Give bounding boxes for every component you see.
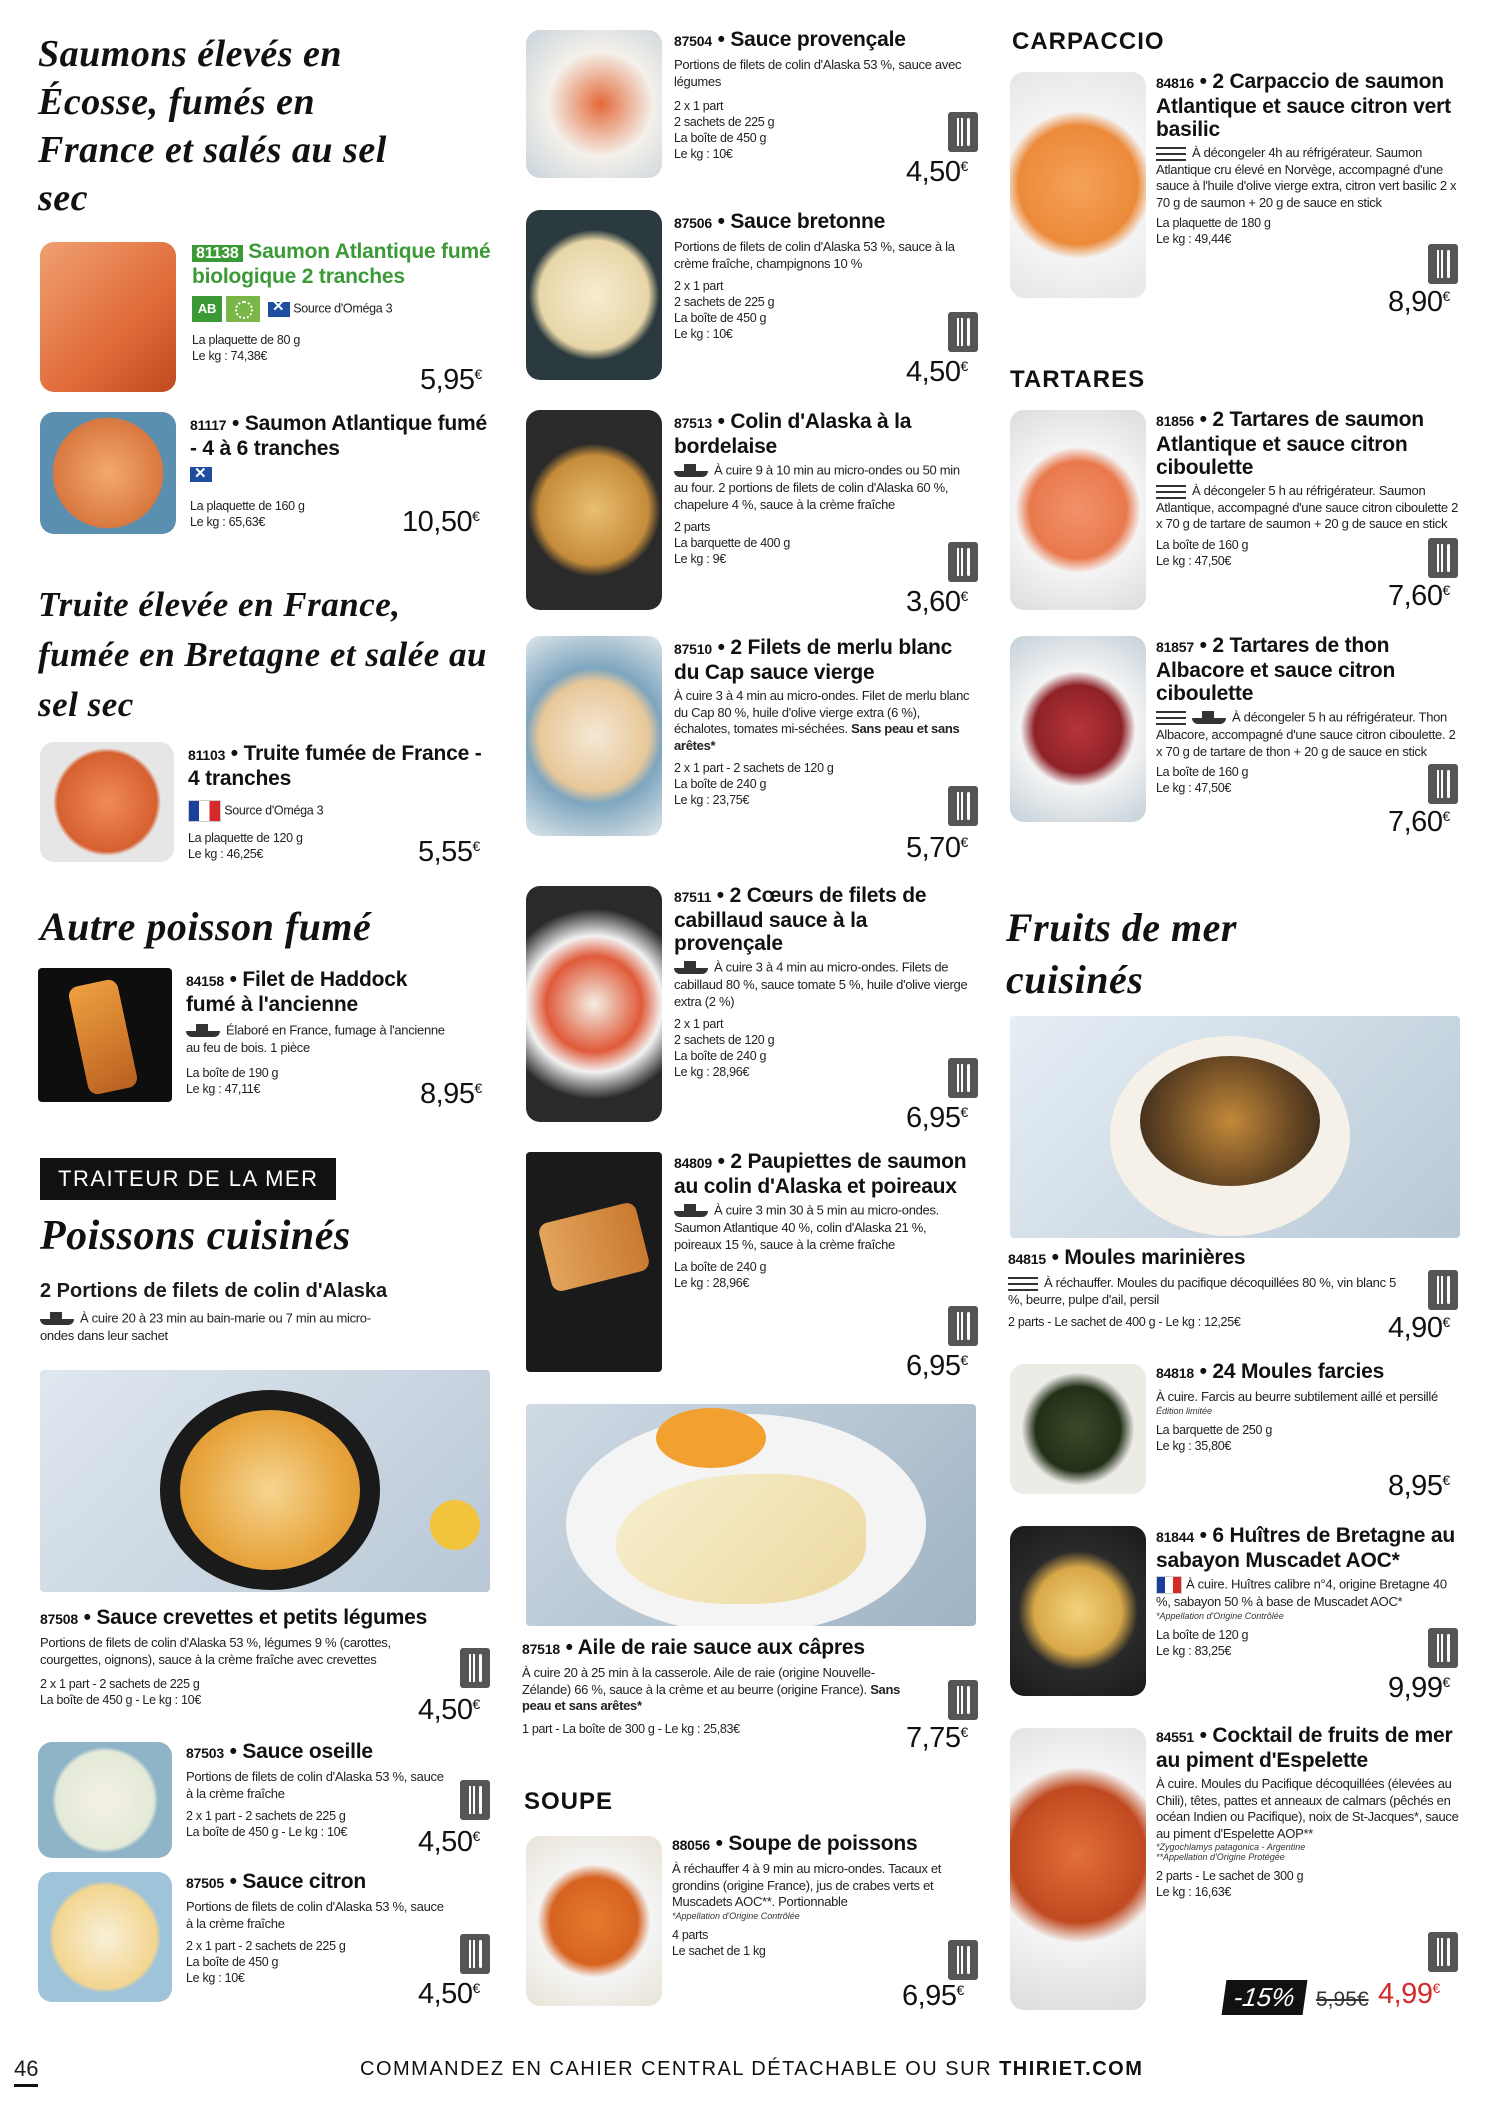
hero-image-moules xyxy=(1010,1016,1460,1238)
product-87503[interactable]: 87503 • Sauce oseille Portions de filets de colin d'Alaska 53 %, sauce à la crème fraîche 2 x 1 part - 2 sachets de 225 g La boîte de 450 g - Le kg : 10€ xyxy=(186,1740,444,1839)
heading-truite: Truite élevée en France, fumée en Bretagne et salée au sel sec xyxy=(38,585,488,724)
fish-boat-icon xyxy=(674,959,708,977)
cutlery-icon xyxy=(1428,538,1458,578)
scotland-flag-icon xyxy=(190,467,212,482)
cutlery-icon xyxy=(1428,1932,1458,1972)
product-84816[interactable]: 84816 • 2 Carpaccio de saumon Atlantique et sauce citron vert basilic À décongeler 4h au réfrigérateur. Saumon Atlantique cru élevé en Norvège, accompagné d'une sauce à l'huile d'olive vierge extra, citron vert basilic 2 x 70 g de saumon + 20 g de sauce en stick La plaquette de 180 g Le kg : 49,44€ xyxy=(1156,70,1457,246)
price-87511: 6,95€ xyxy=(906,1102,968,1134)
product-84818[interactable]: 84818 • 24 Moules farcies À cuire. Farcis au beurre subtilement aillé et persillé Édition limitée La barquette de 250 g Le kg : 35,80€ xyxy=(1156,1360,1438,1453)
price-81138: 5,95€ xyxy=(420,364,482,396)
price-87508: 4,50€ xyxy=(418,1694,480,1726)
cutlery-icon xyxy=(1428,1628,1458,1668)
cutlery-icon xyxy=(948,1940,978,1980)
footer-site-link[interactable]: THIRIET.COM xyxy=(999,2058,1144,2080)
ab-bio-icon: AB xyxy=(192,296,222,322)
hero-image-colin xyxy=(40,1370,490,1592)
product-87506[interactable]: 87506 • Sauce bretonne Portions de filets de colin d'Alaska 53 %, sauce à la crème fraîche, champignons 10 % 2 x 1 part 2 sachets de 225 g La boîte de 450 g Le kg : 10€ xyxy=(674,210,955,341)
price-87505: 4,50€ xyxy=(418,1978,480,2010)
product-image-84809 xyxy=(526,1152,662,1372)
price-81856: 7,60€ xyxy=(1388,580,1450,612)
product-81138[interactable]: 81138 Saumon Atlantique fumé biologique 2 tranches AB✕ Source d'Oméga 3 La plaquette de 80 g Le kg : 74,38€ xyxy=(192,240,492,364)
product-87504[interactable]: 87504 • Sauce provençale Portions de filets de colin d'Alaska 53 %, sauce avec légumes 2 x 1 part 2 sachets de 225 g La boîte de 450 g Le kg : 10€ xyxy=(674,28,962,161)
product-image-81103 xyxy=(40,742,174,862)
product-81856[interactable]: 81856 • 2 Tartares de saumon Atlantique et sauce citron ciboulette À décongeler 5 h au réfrigérateur. Saumon Atlantique, accompagné d'une sauce citron ciboulette 2 x 70 g de tartare de saumon + 20 g de sauce en stick La boîte de 160 g Le kg : 47,50€ xyxy=(1156,408,1459,568)
section-carpaccio: CARPACCIO xyxy=(1012,28,1165,55)
cutlery-icon xyxy=(1428,764,1458,804)
cutlery-icon xyxy=(460,1780,490,1820)
product-image-84816 xyxy=(1010,72,1146,298)
product-84815[interactable]: 84815 • Moules marinières À réchauffer. Moules du pacifique décoquillées 80 %, vin blanc 5 %, beurre, pulpe d'ail, persil 2 parts - Le sachet de 400 g - Le kg : 12,25€ xyxy=(1008,1246,1397,1329)
product-image-81856 xyxy=(1010,410,1146,610)
product-84809[interactable]: 84809 • 2 Paupiettes de saumon au colin d'Alaska et poireaux À cuire 3 min 30 à 5 min au micro-ondes. Saumon Atlantique 40 %, colin d'Alaska 21 %, poireaux 15 %, sauce à la crème fraîche La boîte de 240 g Le kg : 28,96€ xyxy=(674,1150,967,1290)
price-81857: 7,60€ xyxy=(1388,806,1450,838)
cutlery-icon xyxy=(948,312,978,352)
product-image-81857 xyxy=(1010,636,1146,822)
product-image-81117 xyxy=(40,412,176,534)
cutlery-icon xyxy=(948,1306,978,1346)
price-88056: 6,95€ xyxy=(902,1980,964,2012)
price-84809: 6,95€ xyxy=(906,1350,968,1382)
section-traiteur: TRAITEUR DE LA MER xyxy=(40,1158,336,1200)
product-image-87503 xyxy=(38,1742,172,1858)
product-81857[interactable]: 81857 • 2 Tartares de thon Albacore et sauce citron ciboulette À décongeler 5 h au réfrigérateur. Thon Albacore, accompagné d'une sauce citron ciboulette. 2 x 70 g de tartare de thon + 20 g de sauce en stick La boîte de 160 g Le kg : 47,50€ xyxy=(1156,634,1456,795)
page-number: 46 xyxy=(14,2056,38,2087)
heading-fruits-de-mer: Fruits de mer cuisinés xyxy=(1006,905,1237,1002)
product-image-88056 xyxy=(526,1836,662,2006)
section-tartares: TARTARES xyxy=(1010,366,1146,393)
product-image-81844 xyxy=(1010,1526,1146,1696)
product-image-84818 xyxy=(1010,1364,1146,1494)
price-87504: 4,50€ xyxy=(906,156,968,188)
product-image-87513 xyxy=(526,410,662,610)
fish-boat-icon xyxy=(1192,709,1226,727)
product-81103[interactable]: 81103 • Truite fumée de France - 4 tranches Source d'Oméga 3 La plaquette de 120 g Le kg : 46,25€ xyxy=(188,742,482,861)
price-87510: 5,70€ xyxy=(906,832,968,864)
fish-boat-icon xyxy=(186,1022,220,1040)
product-image-81138 xyxy=(40,242,176,392)
product-84551[interactable]: 84551 • Cocktail de fruits de mer au piment d'Espelette À cuire. Moules du Pacifique décoquillées (élevées au Chili), têtes, pattes et anneaux de calmars (pêchés en océan Indien ou Pacifique), noix de St-Jacques*, sauce au piment d'Espelette AOP** *Zygochlamys patagonica - Argentine **Appellation d'Origine Protégée 2 parts - Le sachet de 300 g Le kg : 16,63€ xyxy=(1156,1724,1459,1899)
discount-badge: -15% xyxy=(1222,1980,1308,2015)
cutlery-icon xyxy=(948,1058,978,1098)
price-84158: 8,95€ xyxy=(420,1078,482,1110)
product-87505[interactable]: 87505 • Sauce citron Portions de filets de colin d'Alaska 53 %, sauce à la crème fraîche 2 x 1 part - 2 sachets de 225 g La boîte de 450 g Le kg : 10€ xyxy=(186,1870,444,1985)
eu-organic-icon xyxy=(226,296,260,322)
product-image-84551 xyxy=(1010,1728,1146,2010)
hero-image-raie xyxy=(526,1404,976,1626)
price-81117: 10,50€ xyxy=(402,506,480,538)
product-87518[interactable]: 87518 • Aile de raie sauce aux câpres À cuire 20 à 25 min à la casserole. Aile de raie (origine Nouvelle-Zélande) 66 %, sauce à la crème et au beurre (origine France). Sans peau et sans arêtes* 1 part - La boîte de 300 g - Le kg : 25,83€ xyxy=(522,1636,901,1736)
product-84158[interactable]: 84158 • Filet de Haddock fumé à l'ancienne Élaboré en France, fumage à l'ancienne au feu de bois. 1 pièce La boîte de 190 g Le kg : 47,11€ xyxy=(186,968,445,1096)
heading-autre-poisson: Autre poisson fumé xyxy=(40,904,372,949)
product-87511[interactable]: 87511 • 2 Cœurs de filets de cabillaud sauce à la provençale À cuire 3 à 4 min au micro-ondes. Filets de cabillaud 80 %, sauce tomate 5 %, huile d'olive vierge extra (2 %) 2 x 1 part 2 sachets de 120 g La boîte de 240 g Le kg : 28,96€ xyxy=(674,884,968,1079)
scotland-flag-icon xyxy=(268,302,290,317)
subheading-colin: 2 Portions de filets de colin d'Alaska xyxy=(40,1280,388,1302)
price-84815: 4,90€ xyxy=(1388,1312,1450,1344)
cutlery-icon xyxy=(948,542,978,582)
product-81844[interactable]: 81844 • 6 Huîtres de Bretagne au sabayon Muscadet AOC* À cuire. Huîtres calibre n°4, origine Bretagne 40 %, sabayon 50 % à base de Muscadet AOC* *Appellation d'Origine Contrôlée La boîte de 120 g Le kg : 83,25€ xyxy=(1156,1524,1455,1658)
old-price: 5,95€ xyxy=(1316,1988,1369,2011)
price-84551: 4,99€ xyxy=(1378,1978,1440,2010)
product-image-87510 xyxy=(526,636,662,836)
product-image-87506 xyxy=(526,210,662,380)
price-87503: 4,50€ xyxy=(418,1826,480,1858)
product-88056[interactable]: 88056 • Soupe de poissons À réchauffer 4 à 9 min au micro-ondes. Tacaux et grondins (origine France), jus de crabes verts et Muscadets AOC**. Portionnable *Appellation d'Origine Contrôlée 4 parts Le sachet de 1 kg xyxy=(672,1832,942,1958)
product-image-84158 xyxy=(38,968,172,1102)
price-87506: 4,50€ xyxy=(906,356,968,388)
product-87508[interactable]: 87508 • Sauce crevettes et petits légumes Portions de filets de colin d'Alaska 53 %, légumes 9 % (carottes, courgettes, oignons), sauce à la crème fraîche avec crevettes 2 x 1 part - 2 sachets de 225 g La boîte de 450 g - Le kg : 10€ xyxy=(40,1606,428,1707)
heading-poissons-cuisines: Poissons cuisinés xyxy=(40,1213,351,1259)
cutlery-icon xyxy=(1428,1270,1458,1310)
fish-boat-icon xyxy=(40,1310,74,1328)
cutlery-icon xyxy=(948,786,978,826)
product-87513[interactable]: 87513 • Colin d'Alaska à la bordelaise À cuire 9 à 10 min au micro-ondes ou 50 min au four. 2 portions de filets de colin d'Alaska 60 %, chapelure 4 %, sauce à la crème fraîche 2 parts La barquette de 400 g Le kg : 9€ xyxy=(674,410,960,566)
price-84816: 8,90€ xyxy=(1388,286,1450,318)
france-flag-icon xyxy=(1156,1576,1182,1594)
price-84818: 8,95€ xyxy=(1388,1470,1450,1502)
price-87518: 7,75€ xyxy=(906,1722,968,1754)
cutlery-icon xyxy=(948,112,978,152)
fish-boat-icon xyxy=(674,462,708,480)
cutlery-icon xyxy=(1428,244,1458,284)
price-81844: 9,99€ xyxy=(1388,1672,1450,1704)
heading-saumons: Saumons élevés en Écosse, fumés en France et salés au sel sec xyxy=(38,33,387,219)
cutlery-icon xyxy=(460,1648,490,1688)
france-flag-icon xyxy=(188,800,221,822)
fish-boat-icon xyxy=(674,1202,708,1220)
product-image-87504 xyxy=(526,30,662,178)
product-81117[interactable]: 81117 • Saumon Atlantique fumé - 4 à 6 tranches ✕ La plaquette de 160 g Le kg : 65,63€ xyxy=(190,412,490,530)
product-image-87511 xyxy=(526,886,662,1122)
frozen-icon xyxy=(1008,1277,1038,1291)
cutlery-icon xyxy=(460,1934,490,1974)
product-87510[interactable]: 87510 • 2 Filets de merlu blanc du Cap sauce vierge À cuire 3 à 4 min au micro-ondes. Filet de merlu blanc du Cap 80 %, huile d'olive vierge extra (6 %), échalotes, tomates mi-séchées. Sans peau et sans arêtes* 2 x 1 part - 2 sachets de 120 g La boîte de 240 g Le kg : 23,75€ xyxy=(674,636,970,807)
footer-cta: COMMANDEZ EN CAHIER CENTRAL DÉTACHABLE OU SUR THIRIET.COM xyxy=(360,2058,1144,2080)
cutlery-icon xyxy=(948,1680,978,1720)
subheading-desc: À cuire 20 à 23 min au bain-marie ou 7 min au micro-ondes dans leur sachet xyxy=(40,1310,371,1343)
price-81103: 5,55€ xyxy=(418,836,480,868)
price-87513: 3,60€ xyxy=(906,586,968,618)
product-image-87505 xyxy=(38,1872,172,2002)
frozen-icon xyxy=(1156,711,1186,725)
section-soupe: SOUPE xyxy=(524,1788,614,1815)
frozen-icon xyxy=(1156,485,1186,499)
frozen-icon xyxy=(1156,147,1186,161)
